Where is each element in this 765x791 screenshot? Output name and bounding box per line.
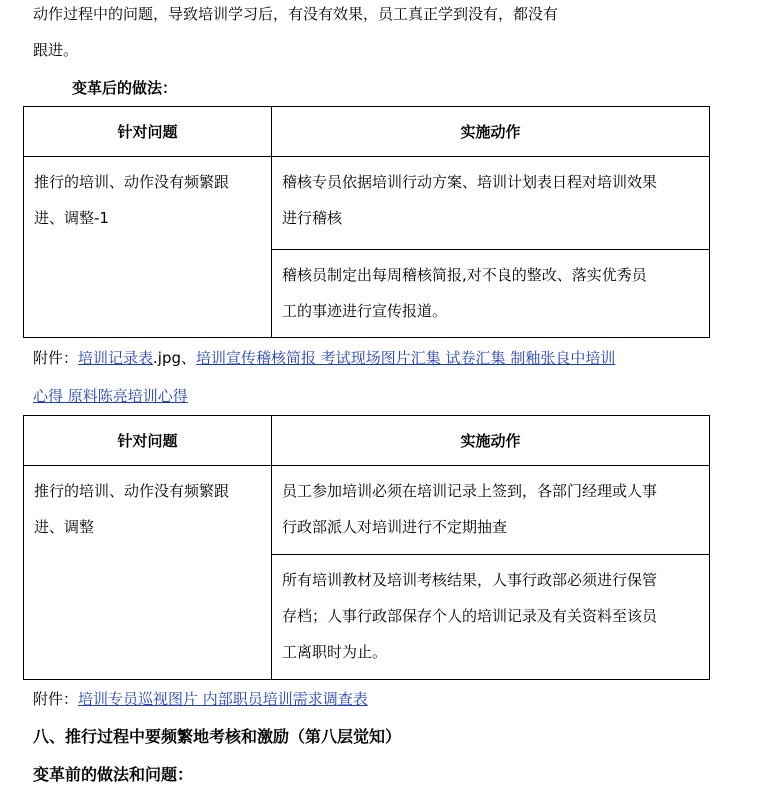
attachment-link-training-record[interactable]: 培训记录表 (78, 349, 154, 367)
table-1-problem-cell (24, 157, 272, 338)
table-2-problem-cell (24, 466, 272, 680)
table-2-header-problem: 针对问题 (24, 416, 272, 466)
table-2-action-2-line-1: 所有培训教材及培训考核结果，人事行政部必须进行保管 (282, 571, 658, 589)
table-2-action-2-line-2: 存档；人事行政部保存个人的培训记录及有关资料至该员 (282, 607, 658, 625)
after-heading: 变革后的做法： (72, 79, 178, 97)
table-1-action-cell-2 (272, 250, 710, 338)
before-heading: 变革前的做法和问题： (33, 765, 194, 784)
table-2-problem-line-2: 进、调整 (34, 518, 95, 536)
attachment-2-links[interactable]: 培训专员巡视图片 内部职员培训需求调查表 (78, 690, 368, 708)
table-2-action-1-line-1: 员工参加培训必须在培训记录上签到，各部门经理或人事 (282, 482, 658, 500)
attachment-1-line-2[interactable]: 心得 原料陈亮培训心得 (33, 387, 188, 405)
attachment-2-label: 附件： (33, 690, 79, 708)
table-1-header-action: 实施动作 (272, 107, 710, 157)
intro-line-1: 动作过程中的问题，导致培训学习后，有没有效果，员工真正学到没有，都没有 (33, 5, 559, 23)
table-2-action-2-line-3: 工离职时为止。 (282, 643, 388, 661)
table-2-header-row (24, 416, 710, 466)
section-8-heading: 八、推行过程中要频繁地考核和激励（第八层觉知） (33, 727, 402, 746)
attachment-links-group[interactable]: 培训宣传稽核简报 考试现场图片汇集 试卷汇集 制釉张良中培训 (196, 349, 616, 367)
table-2-problem-line-1: 推行的培训、动作没有频繁跟 (34, 482, 230, 500)
attachment-1-ext: .jpg、 (153, 349, 197, 367)
table-2-action-1-line-2: 行政部派人对培训进行不定期抽查 (282, 518, 508, 536)
attachment-1-label: 附件： (33, 349, 79, 367)
table-2 (23, 415, 710, 680)
table-2-header-action: 实施动作 (272, 416, 710, 466)
table-row (24, 466, 710, 555)
table-2-action-cell-1 (272, 466, 710, 555)
table-1 (23, 106, 710, 338)
table-2-action-cell-2 (272, 555, 710, 680)
table-1-action-1-line-2: 进行稽核 (282, 209, 343, 227)
table-1-header-problem: 针对问题 (24, 107, 272, 157)
table-1-action-2-line-2: 工的事迹进行宣传报道。 (282, 302, 448, 320)
table-1-problem-line-1: 推行的培训、动作没有频繁跟 (34, 173, 230, 191)
table-1-problem-line-2: 进、调整-1 (34, 209, 109, 227)
table-1-action-1-line-1: 稽核专员依据培训行动方案、培训计划表日程对培训效果 (282, 173, 658, 191)
table-1-header-row (24, 107, 710, 157)
attachment-1-line-1 (33, 348, 615, 368)
table-1-action-cell-1 (272, 157, 710, 250)
attachment-2-line (33, 689, 368, 709)
table-1-action-2-line-1: 稽核员制定出每周稽核简报,对不良的整改、落实优秀员 (282, 266, 647, 284)
intro-line-2: 跟进。 (33, 41, 79, 59)
table-row (24, 157, 710, 250)
